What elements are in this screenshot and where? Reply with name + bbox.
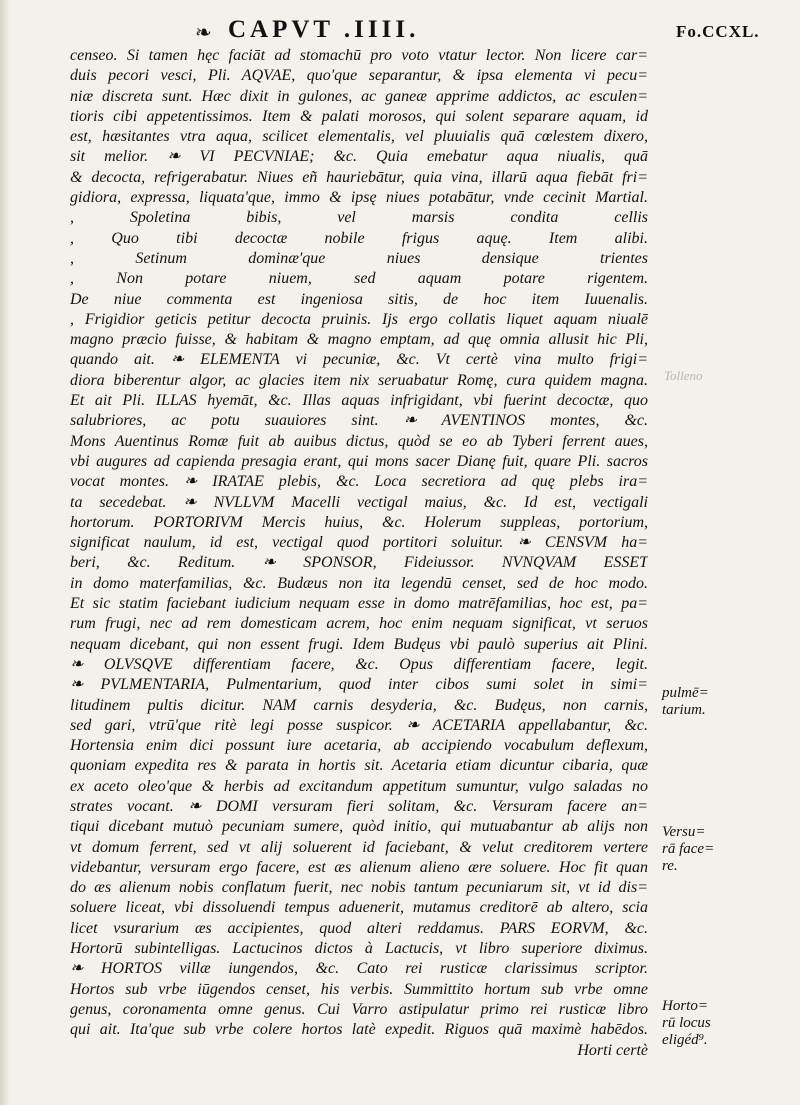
text-line: do æs alienum nobis conflatum fuerit, nec nobis tantum pecuniarum sit, vt id dis= xyxy=(70,879,648,897)
text-line: ❧ OLVSQVE differentiam facere, &c. Opus differentiam facere, legit. xyxy=(70,655,648,673)
running-header xyxy=(0,10,800,46)
text-line: ❧ PVLMENTARIA, Pulmentarium, quod inter cibos sumi solet in simi= xyxy=(70,676,648,694)
text-line: Et ait Pli. ILLAS hyemāt, &c. Illas aquas infrigidant, vbi fuerint decoctæ, quo xyxy=(70,392,648,410)
text-line: tioris cibi appetentissimos. Item & palati morosos, qui solent separare aquam, id xyxy=(70,107,648,125)
text-line: , Frigidior geticis petitur decocta pruinis. Ijs ergo collatis liquet aquam niualē xyxy=(70,310,648,328)
text-line: niæ discreta sunt. Hæc dixit in gulones, ac ganeæ apprime addictos, ac esculen= xyxy=(70,87,648,105)
text-line: Mons Auentinus Romæ fuit ab auibus dictus, quòd se eo ab Tyberi ferrent aues, xyxy=(70,432,648,450)
margin-note-line: Horto= xyxy=(662,998,708,1014)
text-line: strates vocant. ❧ DOMI versuram fieri solitam, &c. Versuram facere an= xyxy=(70,797,648,815)
text-line: quando ait. ❧ ELEMENTA vi pecuniæ, &c. Vt certè vina multo frigi= xyxy=(70,351,648,369)
text-line: Hortorū subintelligas. Lactucinos dictos à Lactucis, vt libro superiore diximus. xyxy=(70,940,648,958)
margin-note-line: eligéd⁹. xyxy=(662,1032,708,1048)
text-line: magno præcio fuisse, & habitam & magno emptam, ad quę omnia allusit hic Pli, xyxy=(70,331,648,349)
text-line: gidiora, expressa, liquata'que, immo & ipsę niues potabātur, vnde cecinit Martial. xyxy=(70,189,648,207)
text-line: censeo. Si tamen hęc faciāt ad stomachū pro voto vtatur lector. Non licere car= xyxy=(70,47,648,64)
margin-note-versura xyxy=(662,824,714,875)
margin-note-pulmentarium xyxy=(662,685,709,719)
text-line: , Non potare niuem, sed aquam potare rigentem. xyxy=(70,270,648,288)
text-line: videbantur, versuram ergo facere, est æs alienum alieno ære soluere. Hoc fit quan xyxy=(70,858,648,876)
margin-note-line: pulmē= xyxy=(662,685,709,701)
text-line: sed gari, vtrū'que ritè legi posse suspicor. ❧ ACETARIA appellabantur, &c. xyxy=(70,716,648,734)
text-line: in domo materfamilias, &c. Budæus non ita legendū censet, sed de hoc modo. xyxy=(70,574,648,592)
text-line: ❧ HORTOS villæ iungendos, &c. Cato rei rusticæ clarissimus scriptor. xyxy=(70,960,648,978)
text-line: diora biberentur algor, ac glacies item nix seruabatur Romę, cura quidem magna. xyxy=(70,371,648,389)
text-line: significat naulum, id est, vectigal quod portitori soluitur. ❧ CENSVM ha= xyxy=(70,534,648,552)
margin-note-line: tarium. xyxy=(662,702,706,718)
text-line: sit melior. ❧ VI PECVNIAE; &c. Quia emebatur aqua niualis, quā xyxy=(70,148,648,166)
text-line: Hortensia enim dici possunt iure acetaria, ab accipiendo vocabulum deflexum, xyxy=(70,737,648,755)
folio-number: Fo.CCXL. xyxy=(676,22,760,41)
text-line: soluere liceat, vbi dissoluendi tempus aduenerit, mutamus creditorē ab altero, scia xyxy=(70,899,648,917)
text-line: duis pecori vesci, Pli. AQVAE, quo'que separantur, & ipsa elementa vi pecu= xyxy=(70,67,648,85)
text-line: vocat montes. ❧ IRATAE plebis, &c. Loca secretiora ad quę plebs ira= xyxy=(70,473,648,491)
margin-note-hortorum xyxy=(662,998,711,1049)
text-line: De niue commenta est ingeniosa sitis, de hoc item Iuuenalis. xyxy=(70,290,648,308)
bleed-through-text: Tolleno xyxy=(664,368,703,383)
text-line: Hortos sub vrbe iūgendos censet, his verbis. Summittito hortum sub vrbe omne xyxy=(70,980,648,998)
chapter-title: CAPVT .IIII. xyxy=(228,16,420,43)
gutter-shadow xyxy=(0,0,10,1105)
text-line: & decocta, refrigerabatur. Niues eñ hauriebātur, quia vina, illarū aqua fiebāt fri= xyxy=(70,168,648,186)
text-line: hortorum. PORTORIVM Mercis huius, &c. Holerum suppleas, portorium, xyxy=(70,513,648,531)
text-line: licet vsurarium æs accipientes, quod alteri reddamus. PARS EORVM, &c. xyxy=(70,919,648,937)
text-line: tiqui dicebant mutuò pecuniam sumere, quòd initio, qui mutuabantur ab alijs non xyxy=(70,818,648,836)
commentary-text xyxy=(70,46,648,1061)
text-line: , Quo tibi decoctæ nobile frigus aquę. Item alibi. xyxy=(70,229,648,247)
fleuron-icon: ❧ xyxy=(195,20,212,44)
text-line: qui ait. Ita'que sub vrbe colere hortos latè expedit. Riguos quā maximè habēdos. xyxy=(70,1021,648,1039)
text-line: est, hæsitantes vtra aqua, scilicet elementalis, vel pluuialis quā cœlestem dixero, xyxy=(70,128,648,146)
text-line: litudinem pultis dicitur. NAM carnis desyderia, &c. Budęus, non carnis, xyxy=(70,696,648,714)
text-line: salubriores, ac potu suauiores sint. ❧ AVENTINOS montes, &c. xyxy=(70,412,648,430)
text-line: genus, coronamenta omne genus. Cui Varro astipulatur primo rei rusticæ libro xyxy=(70,1000,648,1018)
text-line: Et sic statim faciebant iudicium nequam esse in domo matrēfamilias, hoc est, pa= xyxy=(70,595,648,613)
text-line: quoniam expedita res & parata in hortis sit. Acetaria etiam dicuntur cibaria, quæ xyxy=(70,757,648,775)
text-line: rum frugi, nec ad rem domesticam acrem, hoc enim nequam significat, vt seruos xyxy=(70,615,648,633)
text-line: nequam dicebant, qui non essent frugi. Idem Budęus vbi paulò superius ait Plini. xyxy=(70,635,648,653)
margin-note-line: rā face= xyxy=(662,841,715,857)
margin-note-line: re. xyxy=(662,858,678,874)
text-line: , Setinum dominæ'que niues densique trientes xyxy=(70,249,648,267)
text-line: vt domum ferrent, sed vt alij soluerent id faciebant, & velut creditorem vertere xyxy=(70,838,648,856)
text-line: vbi augures ad capienda presagia erant, qui mons sacer Dianę fuit, quare Pli. sacros xyxy=(70,452,648,470)
margin-note-line: Versu= xyxy=(662,824,706,840)
text-line: Horti certè xyxy=(577,1041,648,1059)
text-line: ex aceto oleo'que & herbis ad excitandum appetitum sumuntur, vulgo saladas no xyxy=(70,777,648,795)
text-line: ta secedebat. ❧ NVLLVM Macelli vectigal maius, &c. Id est, vectigali xyxy=(70,493,648,511)
margin-note-line: rū locus xyxy=(662,1015,711,1031)
text-line: , Spoletina bibis, vel marsis condita cellis xyxy=(70,209,648,227)
text-line: beri, &c. Reditum. ❧ SPONSOR, Fideiussor. NVNQVAM ESSET xyxy=(70,554,648,572)
